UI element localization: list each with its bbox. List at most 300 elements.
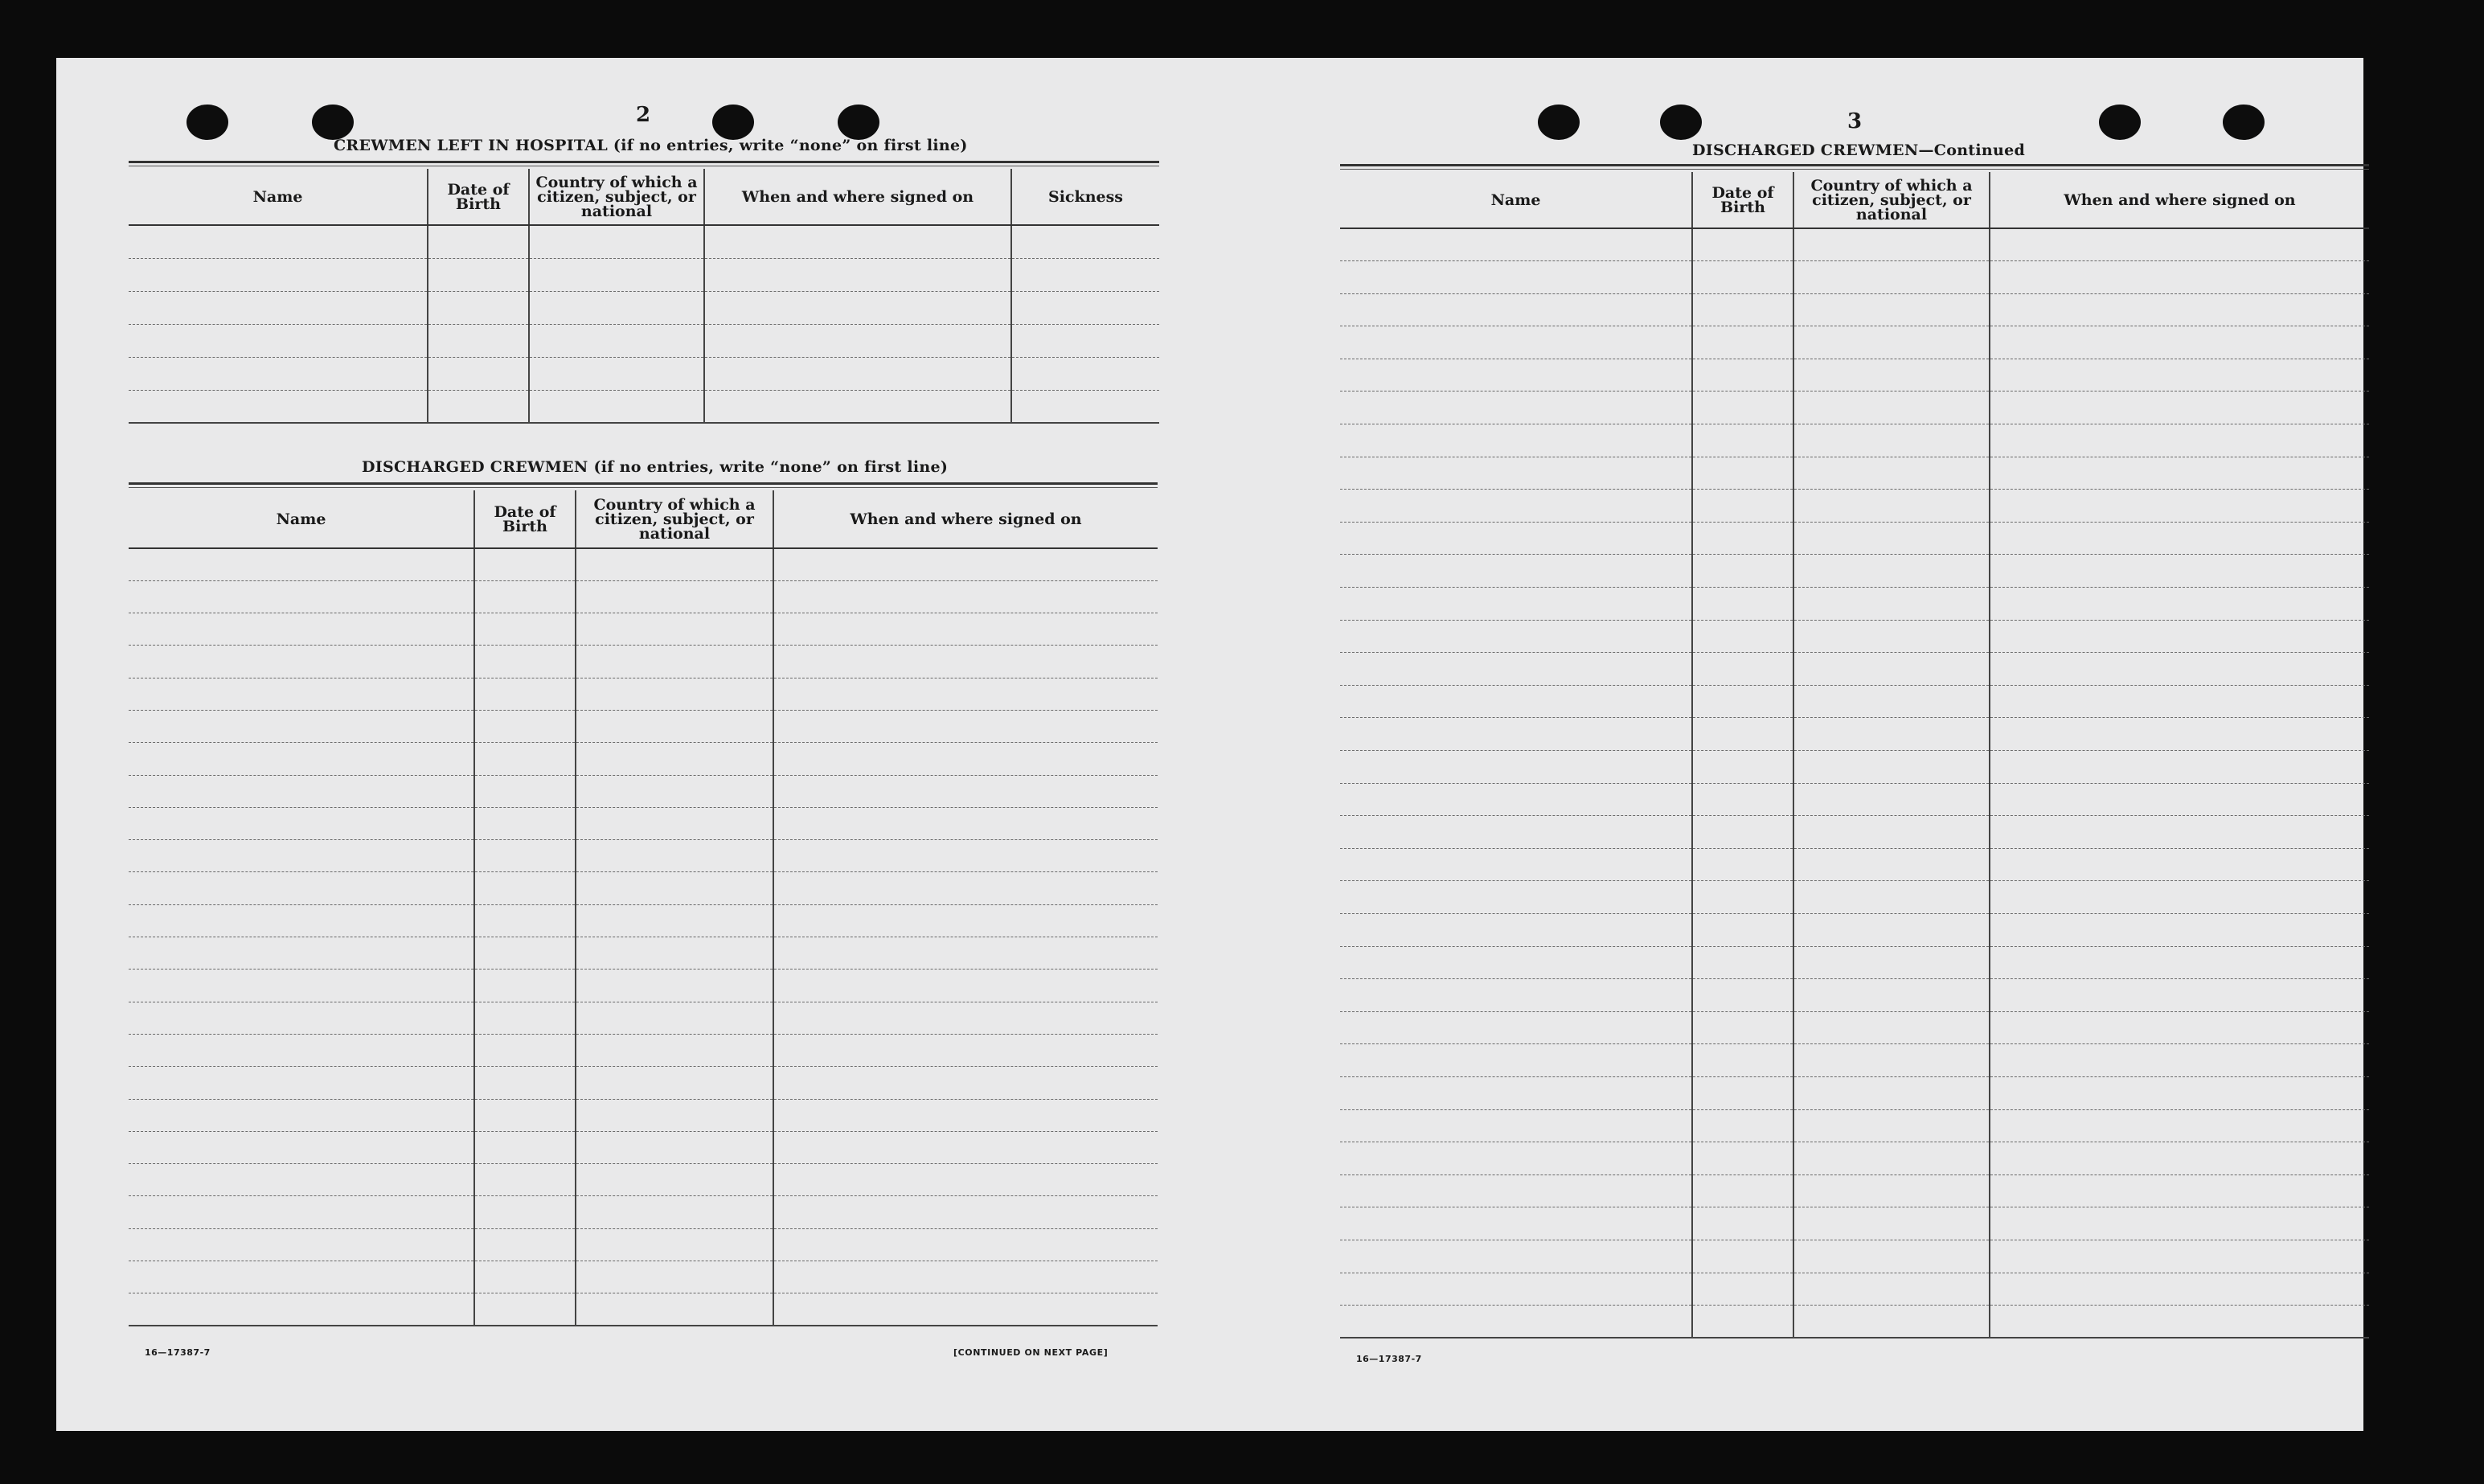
table-cell: [1793, 391, 1990, 424]
table-cell: [129, 807, 474, 839]
table-cell: [1990, 718, 2369, 751]
table-cell: [1793, 326, 1990, 359]
table-row: [129, 390, 1159, 423]
table-cell: [1793, 359, 1990, 391]
table-cell: [1340, 1076, 1692, 1109]
table-cell: [129, 291, 428, 324]
table-row: [1340, 1207, 2369, 1240]
table-cell: [129, 775, 474, 807]
table-row: [129, 580, 1158, 613]
table-cell: [1340, 1174, 1692, 1207]
table-cell: [1692, 228, 1793, 261]
table-cell: [1340, 588, 1692, 621]
table-cell: [1793, 620, 1990, 653]
table-cell: [129, 743, 474, 775]
table-row: [1340, 555, 2369, 588]
table-row: [129, 291, 1159, 324]
table-cell: [1692, 1011, 1793, 1044]
table-cell: [428, 225, 529, 258]
table-cell: [576, 613, 773, 646]
table-cell: [576, 872, 773, 904]
table-cell: [1340, 620, 1692, 653]
table-cell: [1340, 522, 1692, 555]
column-header-name: Name: [129, 169, 428, 225]
table-cell: [129, 1261, 474, 1293]
table-cell: [1990, 1306, 2369, 1338]
punch-hole: [312, 105, 354, 140]
table-cell: [1990, 391, 2369, 424]
column-header-country: Country of which a citizen, subject, or national: [529, 169, 704, 225]
table-row: [129, 807, 1158, 839]
table-cell: [1340, 1044, 1692, 1077]
table-cell: [576, 1293, 773, 1326]
table-row: [1340, 588, 2369, 621]
table-row: [129, 743, 1158, 775]
table-cell: [1692, 1306, 1793, 1338]
table-row: [1340, 1174, 2369, 1207]
table-cell: [1793, 913, 1990, 946]
table-row: [1340, 326, 2369, 359]
table-cell: [1692, 881, 1793, 914]
table-cell: [1793, 293, 1990, 326]
table-cell: [1340, 1109, 1692, 1142]
table-cell: [529, 324, 704, 357]
table-cell: [1990, 588, 2369, 621]
table-cell: [1793, 1306, 1990, 1338]
table-cell: [576, 937, 773, 970]
table-cell: [129, 1131, 474, 1163]
table-cell: [773, 743, 1158, 775]
table-cell: [1793, 848, 1990, 881]
table-cell: [474, 904, 576, 937]
table-cell: [1990, 457, 2369, 490]
table-cell: [773, 710, 1158, 742]
table-row: [129, 840, 1158, 872]
form-code: 16—17387-7: [145, 1347, 211, 1358]
table-cell: [773, 1261, 1158, 1293]
table-cell: [576, 1131, 773, 1163]
table-row: [129, 1261, 1158, 1293]
table-cell: [1990, 913, 2369, 946]
table-cell: [773, 646, 1158, 678]
hospital-section-title: [334, 137, 968, 154]
table-cell: [773, 613, 1158, 646]
table-row: [129, 904, 1158, 937]
table-cell: [1692, 326, 1793, 359]
table-cell: [704, 258, 1011, 291]
table-cell: [1990, 1273, 2369, 1306]
table-cell: [428, 390, 529, 423]
table-row: [1340, 1273, 2369, 1306]
table-cell: [1990, 848, 2369, 881]
table-cell: [1340, 555, 1692, 588]
table-cell: [129, 225, 428, 258]
punch-hole: [2223, 105, 2265, 140]
page-number: 2: [635, 103, 651, 127]
table-cell: [773, 678, 1158, 710]
table-row: [129, 1228, 1158, 1261]
table-row: [129, 1293, 1158, 1326]
column-header-signed-on: When and where signed on: [1990, 172, 2369, 228]
table-row: [1340, 1076, 2369, 1109]
table-cell: [1990, 751, 2369, 784]
table-cell: [129, 1067, 474, 1099]
table-cell: [474, 743, 576, 775]
table-cell: [1340, 228, 1692, 261]
table-row: [129, 937, 1158, 970]
table-cell: [428, 357, 529, 390]
column-header-date-of-birth: Date of Birth: [1692, 172, 1793, 228]
table-cell: [129, 1293, 474, 1326]
table-cell: [1692, 620, 1793, 653]
table-row: [1340, 293, 2369, 326]
table-cell: [1793, 1174, 1990, 1207]
table-cell: [704, 357, 1011, 390]
table-cell: [1692, 653, 1793, 686]
column-header-name: Name: [1340, 172, 1692, 228]
table-cell: [1990, 620, 2369, 653]
table-cell: [1990, 326, 2369, 359]
table-cell: [1692, 1142, 1793, 1175]
table-cell: [474, 678, 576, 710]
page-number: 3: [1847, 109, 1863, 133]
table-cell: [1990, 1076, 2369, 1109]
table-row: [129, 710, 1158, 742]
manifest-sheet: [56, 58, 2363, 1431]
table-cell: [704, 390, 1011, 423]
table-cell: [129, 548, 474, 580]
table-cell: [1692, 946, 1793, 979]
table-cell: [773, 775, 1158, 807]
form-code: 16—17387-7: [1356, 1354, 1422, 1364]
table-cell: [773, 1099, 1158, 1131]
table-cell: [1692, 913, 1793, 946]
table-row: [129, 324, 1159, 357]
table-cell: [129, 324, 428, 357]
table-cell: [474, 1293, 576, 1326]
table-cell: [773, 1196, 1158, 1228]
table-cell: [428, 258, 529, 291]
table-row: [1340, 848, 2369, 881]
table-row: [129, 258, 1159, 291]
table-cell: [474, 937, 576, 970]
table-cell: [474, 646, 576, 678]
left-page: [56, 58, 1210, 1431]
table-cell: [129, 872, 474, 904]
table-row: [1340, 490, 2369, 523]
table-cell: [1340, 1273, 1692, 1306]
table-row: [1340, 783, 2369, 816]
table-cell: [1793, 1109, 1990, 1142]
punch-hole: [838, 105, 879, 140]
table-cell: [1990, 293, 2369, 326]
table-cell: [129, 1228, 474, 1261]
table-cell: [576, 548, 773, 580]
table-cell: [1990, 1142, 2369, 1175]
table-cell: [576, 1002, 773, 1034]
table-cell: [129, 580, 474, 613]
table-cell: [1990, 653, 2369, 686]
table-cell: [474, 840, 576, 872]
table-cell: [1793, 718, 1990, 751]
table-cell: [529, 225, 704, 258]
table-row: [1340, 261, 2369, 294]
section-title-note: (if no entries, write “none” on first line): [593, 458, 949, 476]
table-cell: [576, 970, 773, 1002]
table-cell: [1692, 1109, 1793, 1142]
table-row: [1340, 457, 2369, 490]
table-cell: [1340, 913, 1692, 946]
table-cell: [1793, 588, 1990, 621]
table-cell: [1793, 457, 1990, 490]
table-cell: [1990, 1011, 2369, 1044]
table-cell: [1990, 555, 2369, 588]
table-row: [1340, 522, 2369, 555]
table-cell: [1340, 1011, 1692, 1044]
table-cell: [474, 548, 576, 580]
table-row: [129, 775, 1158, 807]
discharged-table: [129, 490, 1158, 1326]
section-title-text: CREWMEN LEFT IN HOSPITAL: [334, 137, 608, 154]
table-cell: [129, 937, 474, 970]
column-header-date-of-birth: Date of Birth: [474, 490, 576, 548]
table-cell: [1340, 816, 1692, 849]
table-cell: [1340, 979, 1692, 1012]
table-cell: [773, 840, 1158, 872]
table-cell: [1793, 1076, 1990, 1109]
table-cell: [1990, 685, 2369, 718]
table-row: [1340, 1109, 2369, 1142]
table-cell: [1692, 490, 1793, 523]
column-header-country: Country of which a citizen, subject, or national: [576, 490, 773, 548]
table-cell: [474, 1067, 576, 1099]
table-cell: [576, 678, 773, 710]
table-cell: [1793, 555, 1990, 588]
table-row: [1340, 1011, 2369, 1044]
table-cell: [529, 258, 704, 291]
table-row: [1340, 391, 2369, 424]
table-cell: [576, 1067, 773, 1099]
table-cell: [474, 1131, 576, 1163]
table-cell: [529, 357, 704, 390]
table-cell: [1990, 1240, 2369, 1273]
discharged-continued-title: DISCHARGED CREWMEN—Continued: [1692, 141, 2026, 159]
section-title-note: (if no entries, write “none” on first line): [613, 137, 968, 154]
table-cell: [1011, 324, 1159, 357]
table-cell: [129, 357, 428, 390]
table-cell: [1793, 1273, 1990, 1306]
table-cell: [129, 970, 474, 1002]
table-cell: [1340, 326, 1692, 359]
table-cell: [1793, 261, 1990, 294]
table-cell: [1692, 261, 1793, 294]
table-cell: [773, 970, 1158, 1002]
table-cell: [1990, 816, 2369, 849]
table-cell: [576, 904, 773, 937]
table-cell: [1990, 1109, 2369, 1142]
table-row: [1340, 913, 2369, 946]
table-cell: [474, 710, 576, 742]
table-cell: [576, 840, 773, 872]
table-cell: [1692, 359, 1793, 391]
table-cell: [1692, 783, 1793, 816]
table-cell: [1990, 783, 2369, 816]
table-cell: [576, 743, 773, 775]
table-cell: [1340, 293, 1692, 326]
table-cell: [1692, 424, 1793, 457]
table-cell: [773, 580, 1158, 613]
hospital-table: [129, 169, 1159, 424]
table-cell: [773, 548, 1158, 580]
column-header-date-of-birth: Date of Birth: [428, 169, 529, 225]
divider: [129, 161, 1159, 163]
table-cell: [1340, 1207, 1692, 1240]
table-cell: [1990, 522, 2369, 555]
table-row: [129, 646, 1158, 678]
table-cell: [1692, 685, 1793, 718]
divider: [129, 482, 1158, 485]
table-cell: [1011, 291, 1159, 324]
column-header-sickness: Sickness: [1011, 169, 1159, 225]
table-cell: [1990, 1044, 2369, 1077]
continued-note: [CONTINUED ON NEXT PAGE]: [953, 1347, 1109, 1358]
table-row: [1340, 685, 2369, 718]
table-cell: [474, 1261, 576, 1293]
table-row: [129, 872, 1158, 904]
table-cell: [129, 904, 474, 937]
table-cell: [773, 1034, 1158, 1066]
table-cell: [1011, 357, 1159, 390]
table-row: [129, 1196, 1158, 1228]
table-cell: [773, 1067, 1158, 1099]
right-page: [1210, 58, 2363, 1431]
table-cell: [129, 1034, 474, 1066]
table-cell: [1793, 979, 1990, 1012]
table-cell: [1340, 751, 1692, 784]
table-row: [1340, 620, 2369, 653]
table-cell: [576, 775, 773, 807]
table-cell: [1692, 522, 1793, 555]
table-row: [129, 1067, 1158, 1099]
table-cell: [1990, 1207, 2369, 1240]
table-header-row: [129, 490, 1158, 548]
table-cell: [129, 1196, 474, 1228]
column-header-signed-on: When and where signed on: [773, 490, 1158, 548]
table-cell: [474, 1196, 576, 1228]
table-cell: [1692, 457, 1793, 490]
table-cell: [1340, 1240, 1692, 1273]
table-cell: [1340, 783, 1692, 816]
table-cell: [576, 1228, 773, 1261]
table-cell: [1011, 225, 1159, 258]
table-cell: [1793, 228, 1990, 261]
divider: [1340, 169, 2369, 170]
table-row: [129, 613, 1158, 646]
table-cell: [1793, 1240, 1990, 1273]
table-row: [1340, 424, 2369, 457]
table-cell: [1692, 979, 1793, 1012]
table-cell: [704, 225, 1011, 258]
table-cell: [1990, 946, 2369, 979]
table-cell: [474, 1164, 576, 1196]
table-cell: [1692, 1273, 1793, 1306]
table-row: [1340, 881, 2369, 914]
table-cell: [1990, 228, 2369, 261]
table-row: [1340, 1240, 2369, 1273]
punch-hole: [1538, 105, 1580, 140]
table-cell: [1990, 359, 2369, 391]
table-cell: [1793, 751, 1990, 784]
table-cell: [1340, 424, 1692, 457]
table-cell: [773, 1228, 1158, 1261]
table-cell: [773, 904, 1158, 937]
table-cell: [1692, 718, 1793, 751]
table-cell: [1990, 261, 2369, 294]
table-cell: [1340, 490, 1692, 523]
table-row: [129, 548, 1158, 580]
table-row: [1340, 751, 2369, 784]
table-cell: [1793, 816, 1990, 849]
table-cell: [529, 390, 704, 423]
table-cell: [1340, 685, 1692, 718]
table-cell: [1793, 1044, 1990, 1077]
table-cell: [773, 807, 1158, 839]
table-cell: [1793, 946, 1990, 979]
table-row: [1340, 1044, 2369, 1077]
table-cell: [1340, 881, 1692, 914]
table-cell: [576, 710, 773, 742]
table-cell: [474, 872, 576, 904]
table-cell: [129, 646, 474, 678]
table-cell: [1011, 258, 1159, 291]
table-cell: [1011, 390, 1159, 423]
table-cell: [1340, 457, 1692, 490]
table-cell: [1793, 522, 1990, 555]
table-cell: [1692, 588, 1793, 621]
table-cell: [1340, 653, 1692, 686]
table-cell: [1692, 293, 1793, 326]
table-cell: [1692, 391, 1793, 424]
table-cell: [474, 580, 576, 613]
table-cell: [474, 1228, 576, 1261]
table-row: [129, 1002, 1158, 1034]
table-row: [129, 678, 1158, 710]
table-cell: [428, 324, 529, 357]
table-cell: [1340, 1142, 1692, 1175]
section-title-text: DISCHARGED CREWMEN: [362, 458, 588, 476]
table-cell: [428, 291, 529, 324]
table-row: [129, 225, 1159, 258]
table-cell: [704, 324, 1011, 357]
table-cell: [474, 1002, 576, 1034]
table-cell: [1340, 848, 1692, 881]
discharged-section-title: [362, 458, 948, 476]
discharged-continued-table: [1340, 172, 2369, 1338]
table-row: [129, 1164, 1158, 1196]
table-row: [1340, 359, 2369, 391]
table-cell: [1692, 751, 1793, 784]
table-row: [129, 970, 1158, 1002]
table-cell: [576, 1261, 773, 1293]
table-cell: [1793, 881, 1990, 914]
table-cell: [576, 807, 773, 839]
table-cell: [129, 1164, 474, 1196]
table-cell: [1692, 555, 1793, 588]
table-header-row: [1340, 172, 2369, 228]
table-cell: [576, 1099, 773, 1131]
table-cell: [1340, 359, 1692, 391]
table-cell: [1692, 1240, 1793, 1273]
